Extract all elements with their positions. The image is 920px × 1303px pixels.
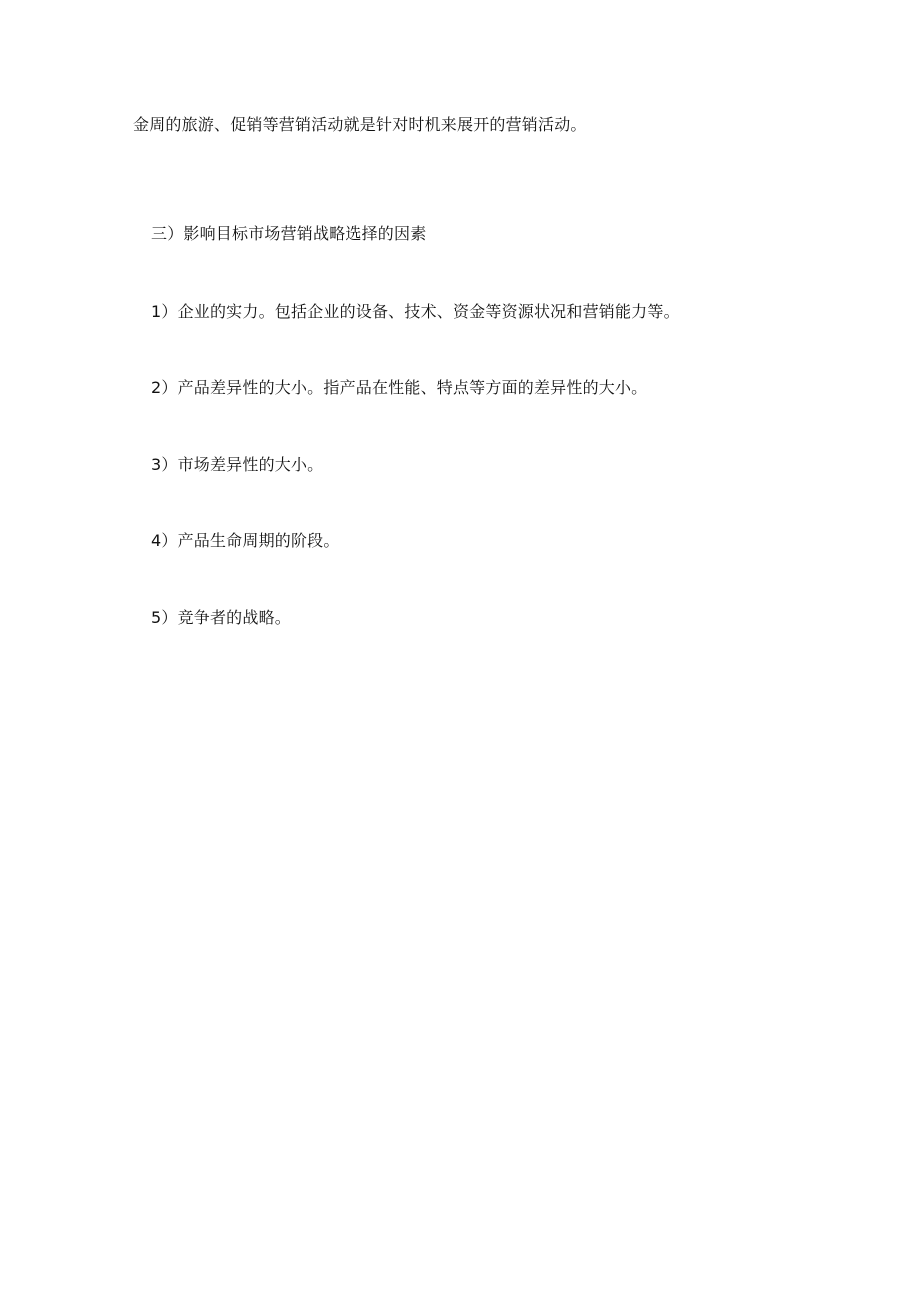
factor-item-4: 4）产品生命周期的阶段。 — [151, 531, 340, 550]
paragraph-continuation: 金周的旅游、促销等营销活动就是针对时机来展开的营销活动。 — [133, 115, 587, 134]
factor-item-5: 5）竞争者的战略。 — [151, 608, 291, 627]
factor-item-2: 2）产品差异性的大小。指产品在性能、特点等方面的差异性的大小。 — [151, 378, 648, 397]
factor-item-3: 3）市场差异性的大小。 — [151, 455, 324, 474]
section-heading: 三）影响目标市场营销战略选择的因素 — [151, 224, 427, 243]
factor-item-1: 1）企业的实力。包括企业的设备、技术、资金等资源状况和营销能力等。 — [151, 302, 680, 321]
